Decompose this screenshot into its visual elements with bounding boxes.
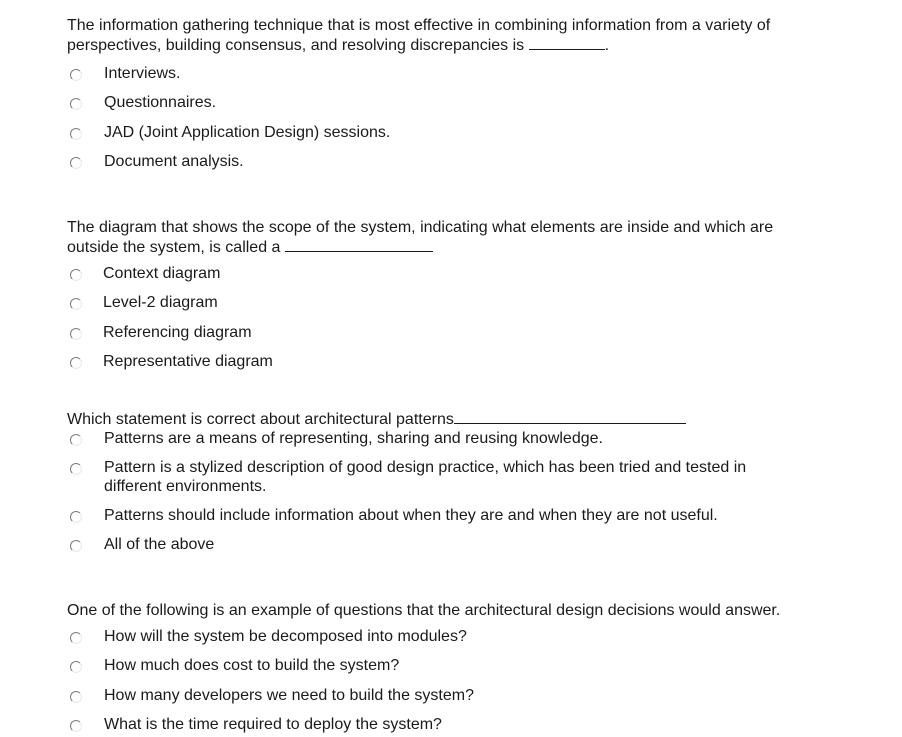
question-2-stem xyxy=(67,218,827,257)
option-label: JAD (Joint Application Design) sessions. xyxy=(104,124,391,141)
option-label: How many developers we need to build the system? xyxy=(104,687,474,704)
option-label: Patterns are a means of representing, sharing and reusing knowledge. xyxy=(104,430,603,447)
option-label: Context diagram xyxy=(103,265,221,282)
option-label: Interviews. xyxy=(104,65,181,82)
option-label: Representative diagram xyxy=(103,353,273,370)
question-1-stem-suffix: . xyxy=(604,37,610,54)
radio-button-icon[interactable] xyxy=(70,357,82,369)
answer-blank xyxy=(285,237,433,252)
option-label: Referencing diagram xyxy=(103,324,252,341)
answer-blank xyxy=(454,409,686,424)
question-1 xyxy=(67,16,827,55)
question-3-stem xyxy=(67,409,827,429)
radio-button-icon[interactable] xyxy=(70,328,82,340)
radio-button-icon[interactable] xyxy=(70,511,82,523)
question-1-stem-line2: perspectives, building consensus, and resolving discrepancies is xyxy=(67,37,525,54)
question-2-stem-line1: The diagram that shows the scope of the system, indicating what elements are inside and which are xyxy=(67,219,774,236)
question-3 xyxy=(67,409,827,429)
question-3-stem-line1: Which statement is correct about architectural patterns xyxy=(67,411,454,428)
option-label: Pattern is a stylized description of good design practice, which has been tried and tested in different environments. xyxy=(104,459,747,495)
option-label: Patterns should include information about when they are and when they are not useful. xyxy=(104,507,718,524)
radio-button-icon[interactable] xyxy=(70,463,82,475)
option-label: All of the above xyxy=(104,536,215,553)
option-label: Questionnaires. xyxy=(104,94,217,111)
radio-button-icon[interactable] xyxy=(70,434,82,446)
question-2-stem-line2: outside the system, is called a xyxy=(67,239,281,256)
question-4-stem xyxy=(67,601,827,620)
question-1-stem xyxy=(67,16,827,55)
option-label: What is the time required to deploy the system? xyxy=(104,716,442,733)
radio-button-icon[interactable] xyxy=(70,269,82,281)
radio-button-icon[interactable] xyxy=(70,69,82,81)
radio-button-icon[interactable] xyxy=(70,661,82,673)
question-4-stem-line1: One of the following is an example of questions that the architectural design decisions would answer. xyxy=(67,602,781,619)
question-1-stem-line1: The information gathering technique that is most effective in combining information from a variety of xyxy=(67,17,771,34)
option-label: Level-2 diagram xyxy=(103,294,218,311)
radio-button-icon[interactable] xyxy=(70,691,82,703)
radio-button-icon[interactable] xyxy=(70,632,82,644)
radio-button-icon[interactable] xyxy=(70,128,82,140)
option-label: How much does cost to build the system? xyxy=(104,657,400,674)
option-label: How will the system be decomposed into modules? xyxy=(104,628,467,645)
radio-button-icon[interactable] xyxy=(70,720,82,732)
question-2 xyxy=(67,218,827,257)
radio-button-icon[interactable] xyxy=(70,98,82,110)
option-label: Document analysis. xyxy=(104,153,244,170)
radio-button-icon[interactable] xyxy=(70,298,82,310)
answer-blank xyxy=(529,35,605,50)
radio-button-icon[interactable] xyxy=(70,157,82,169)
question-4 xyxy=(67,601,827,620)
radio-button-icon[interactable] xyxy=(70,540,82,552)
